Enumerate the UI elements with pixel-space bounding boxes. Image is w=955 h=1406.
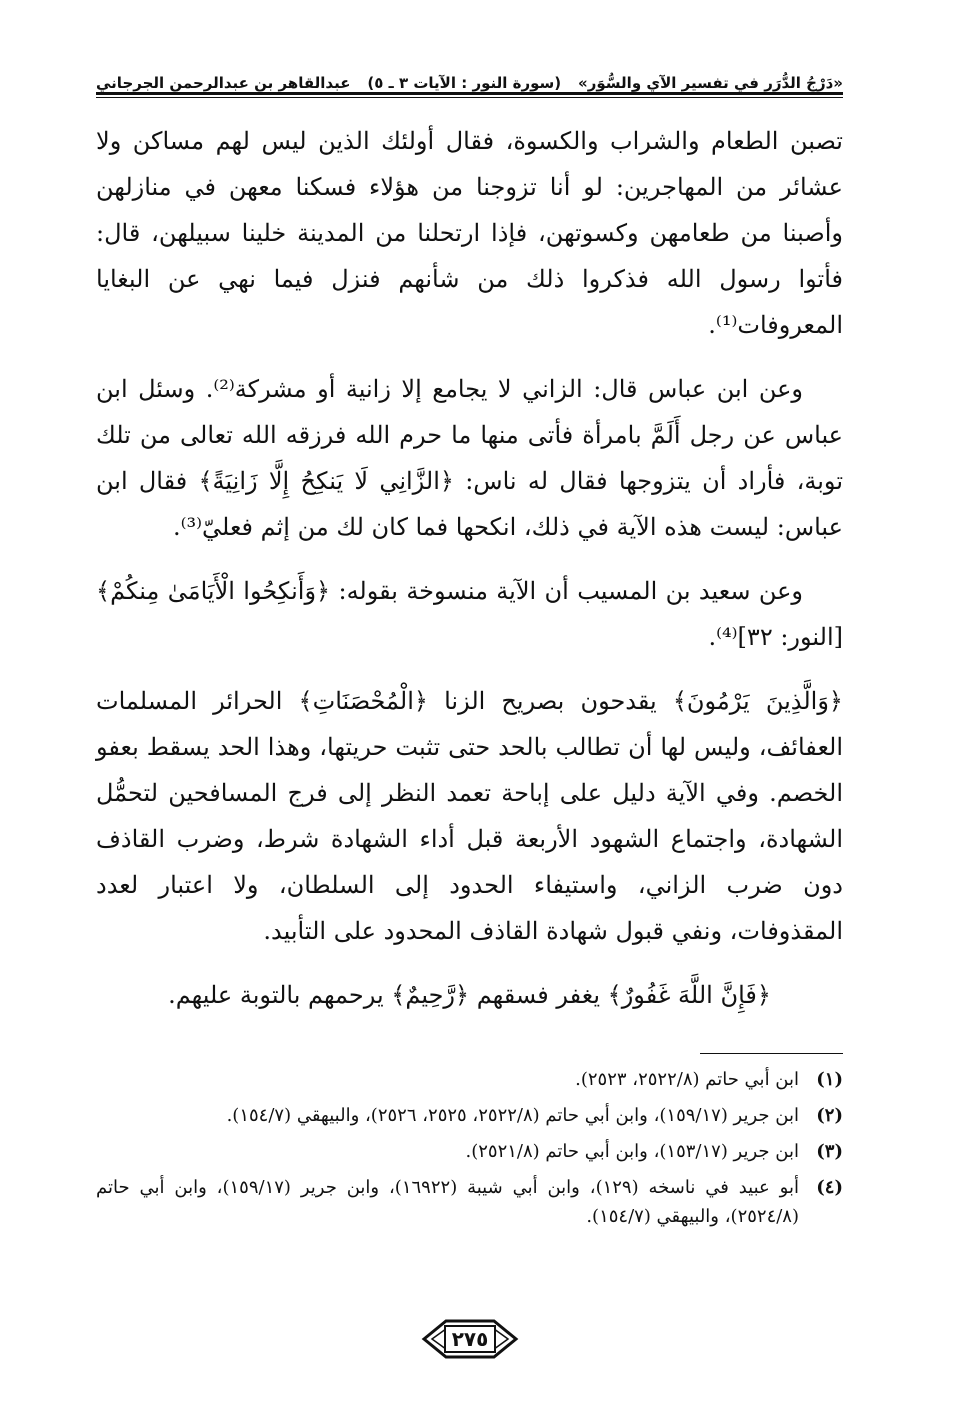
footnote-text: ابن أبي حاتم (٢٥٢٢/٨، ٢٥٢٣).	[575, 1069, 799, 1090]
page-number-ornament	[420, 1315, 520, 1363]
footnote	[96, 1173, 843, 1231]
header-surah-range: (سورة النور : الآيات ٣ ـ ٥)	[367, 74, 562, 92]
header-book-title: «دَرْجُ الدُّرَرِ في تفسير الآيِ والسُّوَر»	[578, 74, 843, 92]
footnote-text: أبو عبيد في ناسخه (١٢٩)، وابن أبي شيبة (١٦٩٢٢)، وابن جرير (١٥٩/١٧)، وابن أبي حاتم (٢٥٢٤/٨)، والبيهقي (١٥٤/٧).	[96, 1177, 799, 1227]
header-author: عبدالقاهر بن عبدالرحمن الجرجاني	[96, 74, 351, 92]
header-rule	[96, 92, 843, 95]
page-number: ٢٧٥	[444, 1325, 497, 1353]
footnote-number: (٤)	[816, 1177, 843, 1198]
footnote-number: (٣)	[816, 1141, 843, 1162]
running-header	[96, 58, 843, 92]
footnote-text: ابن جرير (١٥٣/١٧)، وابن أبي حاتم (٢٥٢١/٨).	[465, 1141, 799, 1162]
footnotes	[96, 1065, 843, 1238]
header-rule-thin	[96, 97, 843, 98]
footnote	[96, 1101, 843, 1130]
footnote-number: (١)	[816, 1069, 843, 1090]
footnote	[96, 1065, 843, 1094]
main-text	[96, 118, 843, 1036]
footnote-rule	[700, 1053, 843, 1054]
paragraph-3: وعن سعيد بن المسيب أن الآية منسوخة بقوله: ﴿وَأَنكِحُوا الْأَيَامَىٰ مِنكُمْ﴾ [النور: ٣٢]⁽⁴⁾.	[96, 577, 843, 651]
paragraph-2: وعن ابن عباس قال: الزاني لا يجامع إلا زانية أو مشركة⁽²⁾. وسئل ابن عباس عن رجل أَلَمَّ بامرأة فأتى منها ما حرم الله فرزقه الله تعالى من تلك توبة، فأراد أن يتزوجها فقال له ناس: ﴿الزَّانِي لَا يَنكِحُ إِلَّا زَانِيَةً﴾ فقال ابن عباس: ليست هذه الآية في ذلك، انكحها فما كان لك من إثم فعليّ⁽³⁾.	[96, 375, 844, 541]
paragraph-5: ﴿فَإِنَّ اللَّهَ غَفُورٌ﴾ يغفر فسقهم ﴿رَّحِيمٌ﴾ يرحمهم بالتوبة عليهم.	[168, 981, 771, 1009]
paragraph-1: تصبن الطعام والشراب والكسوة، فقال أولئك الذين ليس لهم مساكن ولا عشائر من المهاجرين: لو أنا تزوجنا من هؤلاء فسكنا معهن في منازلهن وأصبنا من طعامهن وكسوتهن، فإذا ارتحلنا من المدينة خلينا سبيلهن، قال: فأتوا رسول الله فذكروا ذلك من شأنهم فنزل فيما نهي عن البغايا المعروفات⁽¹⁾.	[96, 127, 843, 339]
paragraph-4: ﴿وَالَّذِينَ يَرْمُونَ﴾ يقدحون بصريح الزنا ﴿الْمُحْصَنَاتِ﴾ الحرائر المسلمات العفائف، وليس لها أن تطالب بالحد حتى تثبت حريتها، وهذا الحد يسقط بعفو الخصم. وفي الآية دليل على إباحة تعمد النظر إلى فرج المسافحين لتحمُّل الشهادة، واجتماع الشهود الأربعة قبل أداء الشهادة شرط، وضرب القاذف دون ضرب الزاني، واستيفاء الحدود إلى السلطان، ولا اعتبار لعدد المقذوفات، ونفي قبول شهادة القاذف المحدود على التأبيد.	[96, 687, 843, 945]
footnote-text: ابن جرير (١٥٩/١٧)، وابن أبي حاتم (٢٥٢٢/٨، ٢٥٢٥، ٢٥٢٦)، والبيهقي (١٥٤/٧).	[226, 1105, 799, 1126]
footnote	[96, 1137, 843, 1166]
footnote-number: (٢)	[816, 1105, 843, 1126]
